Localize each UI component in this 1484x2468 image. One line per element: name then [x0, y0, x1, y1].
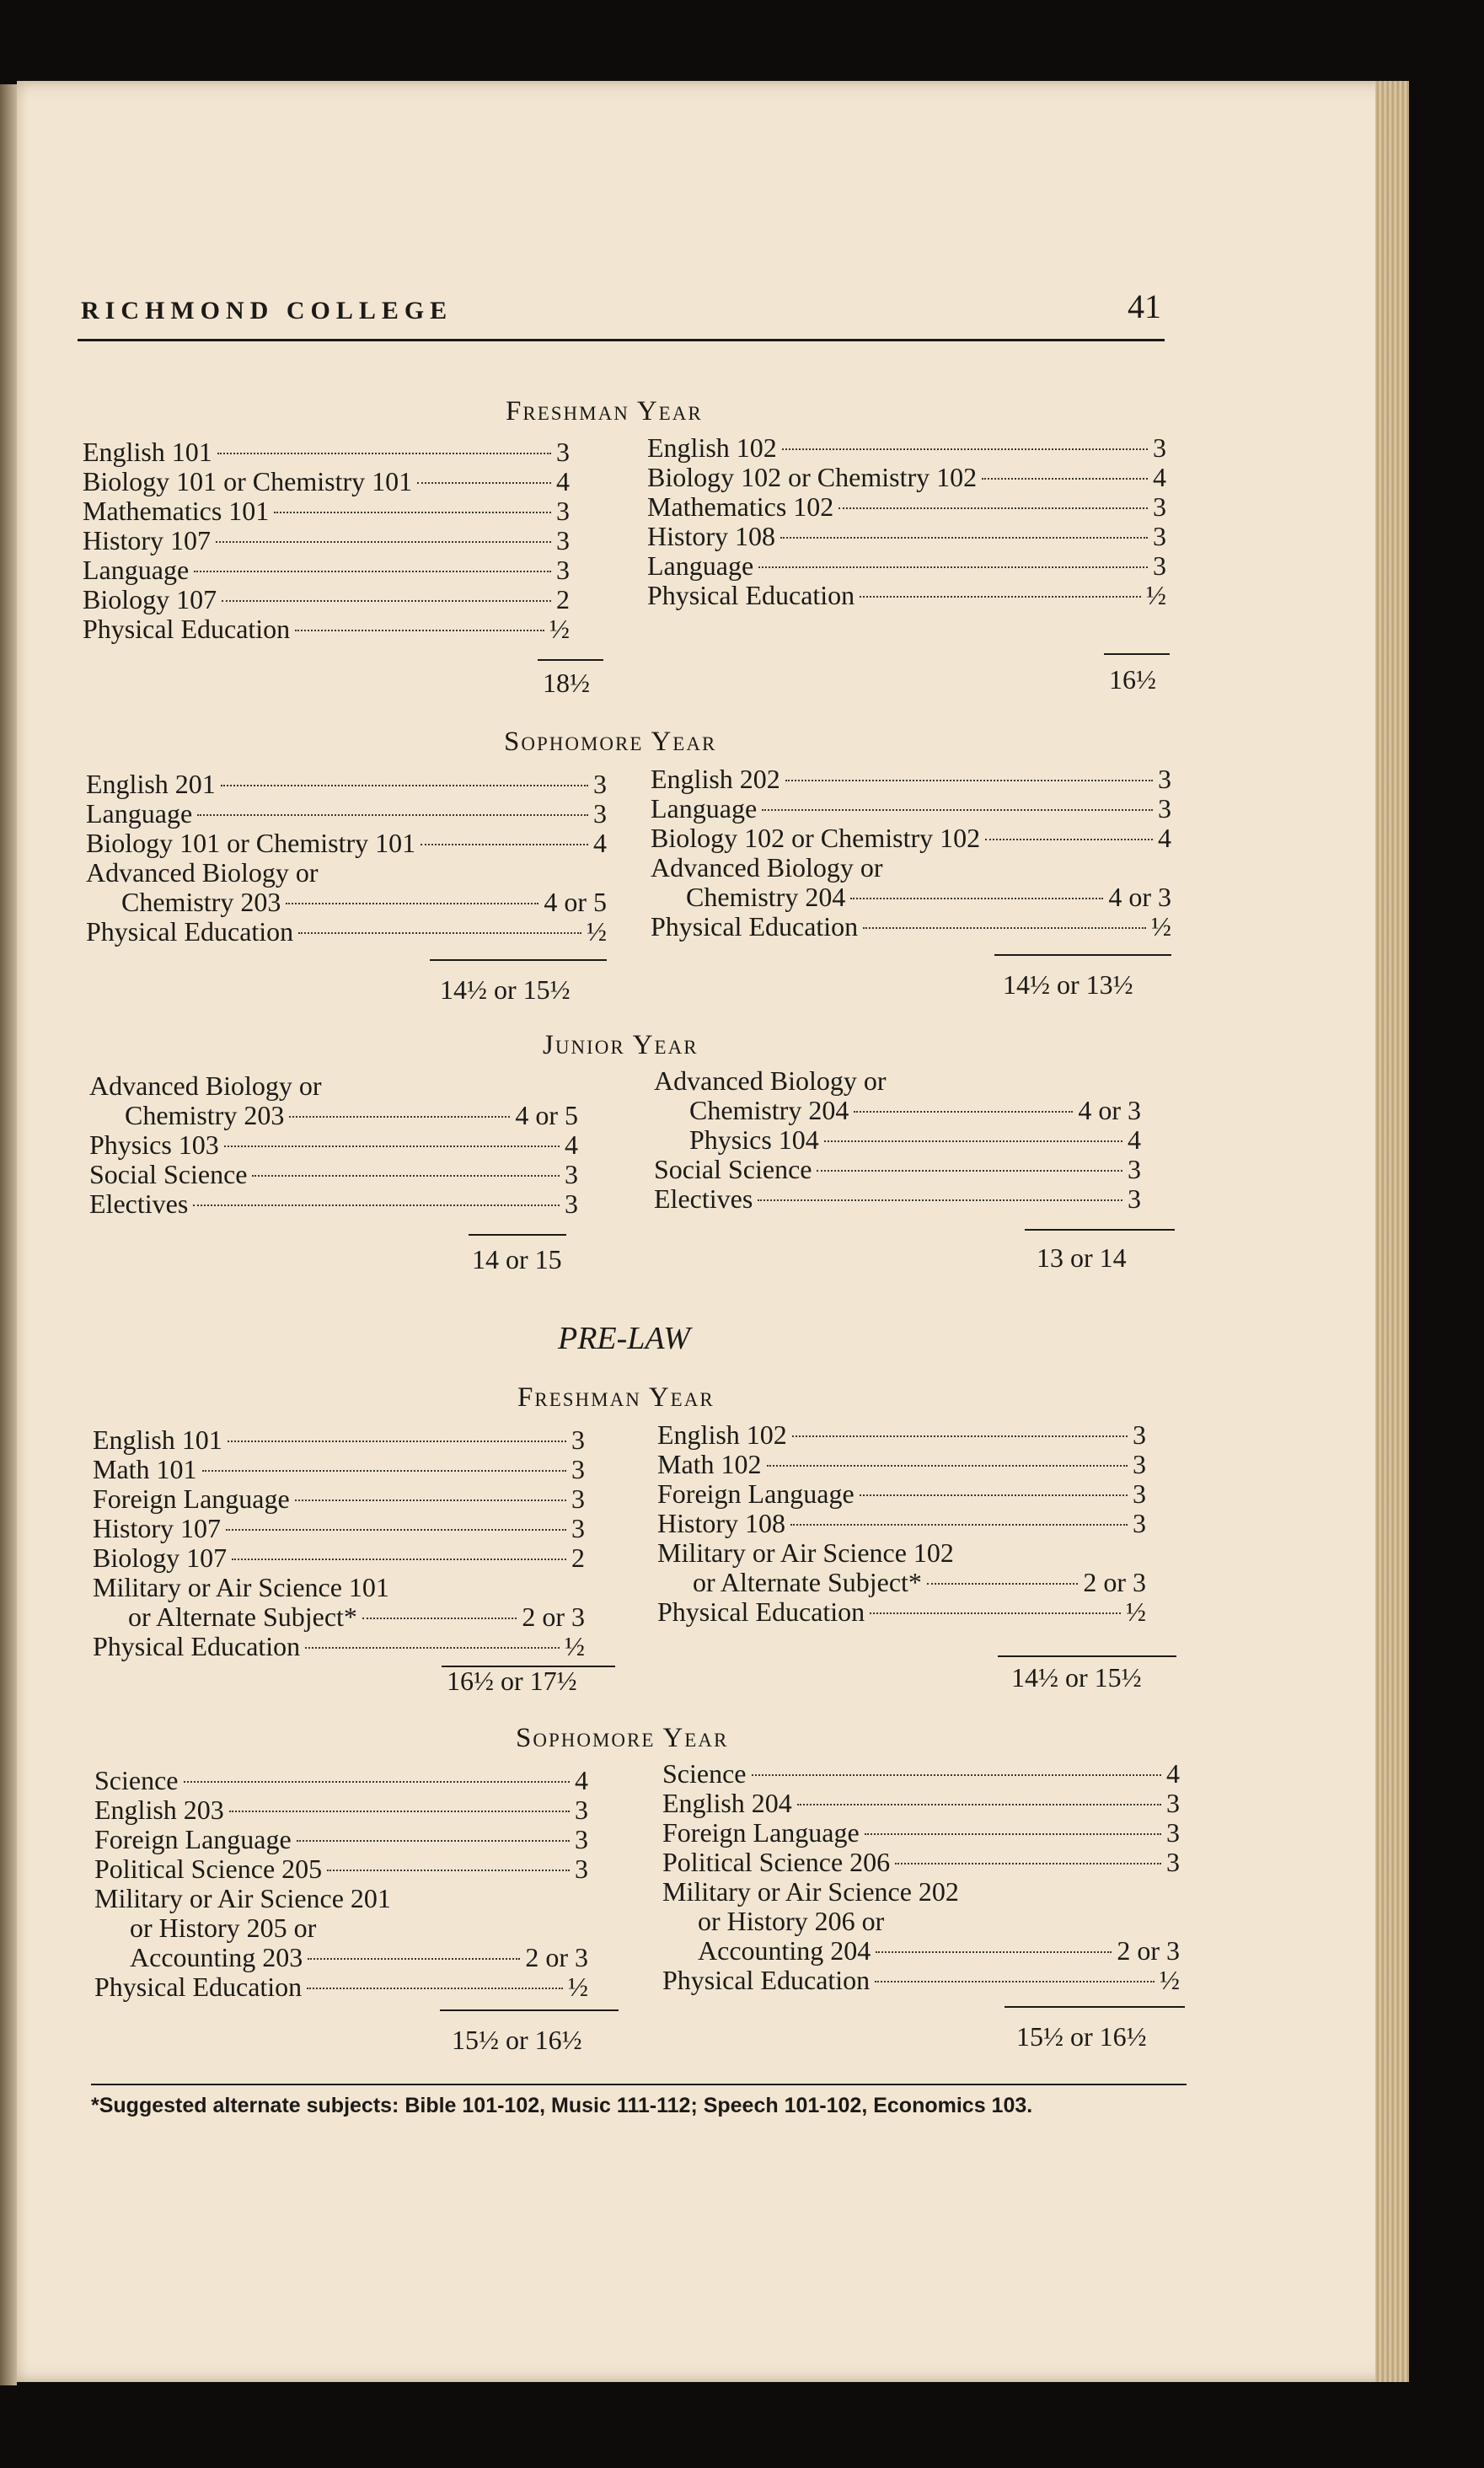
dot-leader — [184, 1781, 571, 1783]
course-name: Political Science 206 — [662, 1847, 891, 1877]
course-credits: 2 or 3 — [525, 1942, 588, 1972]
course-row — [89, 1070, 578, 1100]
course-credits: 3 — [1153, 491, 1166, 522]
course-credits: 3 — [571, 1454, 585, 1484]
course-credits: 3 — [565, 1159, 578, 1189]
dot-leader — [228, 1441, 566, 1442]
course-list-fall — [86, 769, 607, 946]
dot-leader — [985, 839, 1153, 840]
course-name: Physical Education — [662, 1965, 871, 1995]
course-row — [83, 584, 570, 614]
course-credits: 4 or 3 — [1078, 1095, 1141, 1125]
course-row — [651, 793, 1171, 823]
dot-leader — [780, 537, 1148, 539]
course-name: or Alternate Subject* — [693, 1567, 922, 1597]
course-row — [94, 1972, 588, 2001]
course-credits: 4 — [1158, 823, 1171, 853]
course-credits: 3 — [1128, 1154, 1141, 1184]
course-row — [83, 466, 570, 496]
dot-leader — [216, 541, 551, 543]
course-name: Physical Education — [86, 916, 294, 947]
course-row — [651, 764, 1171, 793]
course-name: or Alternate Subject* — [128, 1602, 357, 1632]
course-name: Advanced Biology or — [654, 1065, 887, 1096]
dot-leader — [790, 1524, 1128, 1526]
course-credits: 4 — [565, 1129, 578, 1160]
course-name: Physical Education — [657, 1596, 865, 1627]
course-name: Electives — [654, 1183, 753, 1214]
course-name: English 102 — [657, 1419, 787, 1450]
course-credits: 3 — [1128, 1183, 1141, 1214]
course-credits: 3 — [556, 525, 570, 555]
course-row — [662, 1876, 1180, 1906]
course-row — [86, 798, 607, 828]
dot-leader — [785, 780, 1153, 781]
course-credits: 3 — [1133, 1449, 1146, 1479]
dot-leader — [295, 630, 544, 631]
course-name: Political Science 205 — [94, 1854, 323, 1884]
course-credits: 4 — [1166, 1758, 1180, 1789]
course-row — [86, 857, 607, 887]
course-row — [93, 1454, 585, 1483]
dot-leader — [289, 1116, 510, 1118]
course-row — [83, 496, 570, 525]
course-credits: 2 or 3 — [522, 1602, 585, 1632]
course-name: English 202 — [651, 764, 780, 794]
course-credits: 4 or 5 — [544, 887, 607, 917]
course-credits: 2 or 3 — [1117, 1935, 1180, 1966]
dot-leader — [865, 1833, 1161, 1835]
dot-leader — [854, 1111, 1073, 1113]
dot-leader — [792, 1435, 1128, 1437]
course-row — [647, 580, 1166, 609]
course-name: Language — [86, 798, 193, 829]
course-row — [94, 1942, 588, 1972]
semester-total: 15½ or 16½ — [1016, 2021, 1147, 2052]
course-row — [94, 1824, 588, 1854]
course-credits: 4 — [1128, 1124, 1141, 1155]
dot-leader — [797, 1804, 1161, 1805]
course-row — [89, 1129, 578, 1159]
course-credits: 4 — [593, 828, 607, 858]
course-row — [86, 887, 607, 916]
dot-leader — [232, 1559, 566, 1560]
course-name: Mathematics 101 — [83, 496, 270, 526]
course-name: Biology 107 — [83, 584, 217, 614]
course-row — [662, 1788, 1180, 1817]
course-credits: ½ — [549, 614, 570, 644]
course-credits: 3 — [556, 496, 570, 526]
dot-leader — [875, 1981, 1155, 1982]
course-name: History 108 — [657, 1508, 785, 1538]
dot-leader — [758, 566, 1148, 568]
course-name: Military or Air Science 102 — [657, 1537, 954, 1568]
course-name: English 101 — [83, 437, 212, 467]
course-name: Math 102 — [657, 1449, 762, 1479]
course-row — [657, 1537, 1146, 1567]
course-credits: 3 — [1158, 793, 1171, 824]
course-row — [651, 852, 1171, 882]
book-gutter — [0, 84, 17, 2385]
course-credits: 3 — [556, 437, 570, 467]
course-row — [662, 1935, 1180, 1965]
dot-leader — [762, 809, 1153, 811]
course-credits: 4 — [556, 466, 570, 496]
course-row — [89, 1188, 578, 1218]
course-name: Military or Air Science 201 — [94, 1883, 391, 1913]
total-rule — [440, 2009, 619, 2011]
dot-leader — [767, 1465, 1128, 1467]
course-credits: 3 — [1133, 1419, 1146, 1450]
course-name: English 102 — [647, 432, 777, 463]
course-row — [89, 1100, 578, 1129]
course-row — [647, 550, 1166, 580]
course-row — [654, 1095, 1141, 1124]
semester-total: 14½ or 13½ — [1003, 969, 1133, 1000]
course-row — [662, 1758, 1180, 1788]
course-name: Accounting 203 — [130, 1942, 303, 1972]
dot-leader — [286, 903, 538, 904]
course-row — [657, 1567, 1146, 1596]
dot-leader — [308, 1958, 520, 1960]
course-list-spring — [654, 1065, 1141, 1213]
course-list-spring — [657, 1419, 1146, 1626]
course-row — [651, 911, 1171, 941]
course-name: English 203 — [94, 1795, 224, 1825]
course-credits: 3 — [1166, 1847, 1180, 1877]
dot-leader — [417, 482, 551, 484]
total-rule — [1025, 1229, 1175, 1231]
course-name: Chemistry 204 — [689, 1095, 849, 1125]
course-list-fall — [89, 1070, 578, 1218]
course-name: Advanced Biology or — [651, 852, 883, 883]
course-name: English 101 — [93, 1424, 222, 1455]
course-name: Language — [651, 793, 758, 824]
course-row — [86, 828, 607, 857]
course-name: Chemistry 203 — [125, 1100, 285, 1130]
course-list-spring — [662, 1758, 1180, 1994]
course-credits: ½ — [568, 1972, 588, 2002]
course-row — [83, 525, 570, 555]
course-row — [657, 1508, 1146, 1537]
course-credits: 3 — [571, 1483, 585, 1514]
dot-leader — [860, 596, 1141, 598]
dot-leader — [221, 785, 588, 786]
course-credits: 3 — [593, 769, 607, 799]
course-row — [94, 1765, 588, 1795]
semester-total: 16½ or 17½ — [447, 1666, 577, 1696]
course-credits: 3 — [1158, 764, 1171, 794]
total-rule — [469, 1234, 566, 1236]
course-credits: 3 — [556, 555, 570, 585]
section-heading: Sophomore Year — [504, 727, 717, 757]
course-name: or History 205 or — [130, 1913, 317, 1943]
course-name: Chemistry 203 — [121, 887, 281, 917]
section-heading: Freshman Year — [506, 396, 703, 427]
course-name: Accounting 204 — [698, 1935, 871, 1966]
course-row — [651, 823, 1171, 852]
course-credits: 2 — [571, 1542, 585, 1573]
total-rule — [538, 659, 603, 661]
course-name: Biology 107 — [93, 1542, 228, 1573]
course-credits: 4 — [575, 1765, 588, 1795]
course-row — [93, 1602, 585, 1631]
course-name: History 108 — [647, 521, 775, 551]
course-list-spring — [647, 432, 1166, 609]
course-credits: 4 — [1153, 462, 1166, 492]
semester-total: 18½ — [543, 668, 590, 698]
course-credits: ½ — [1146, 580, 1166, 610]
course-row — [647, 521, 1166, 550]
course-credits: 3 — [1166, 1788, 1180, 1818]
course-row — [647, 491, 1166, 521]
dot-leader — [362, 1618, 517, 1619]
semester-total: 16½ — [1109, 664, 1156, 695]
course-name: or History 206 or — [698, 1906, 885, 1936]
course-name: Physical Education — [651, 911, 859, 942]
dot-leader — [421, 844, 588, 845]
dot-leader — [252, 1175, 560, 1177]
course-row — [654, 1154, 1141, 1183]
course-credits: 3 — [1166, 1817, 1180, 1848]
course-name: Foreign Language — [657, 1478, 855, 1509]
course-row — [651, 882, 1171, 911]
section-heading: Freshman Year — [517, 1382, 715, 1413]
course-row — [662, 1817, 1180, 1847]
course-row — [94, 1883, 588, 1913]
course-name: Physical Education — [94, 1972, 303, 2002]
course-row — [93, 1631, 585, 1661]
course-row — [654, 1065, 1141, 1095]
semester-total: 14½ or 15½ — [1011, 1662, 1142, 1693]
dot-leader — [817, 1170, 1122, 1172]
course-list-fall — [93, 1424, 585, 1661]
course-row — [94, 1795, 588, 1824]
total-rule — [1005, 2006, 1185, 2008]
dot-leader — [226, 1529, 566, 1531]
course-name: Biology 101 or Chemistry 101 — [83, 466, 413, 496]
course-credits: 3 — [571, 1424, 585, 1455]
dot-leader — [927, 1583, 1078, 1585]
course-credits: 4 or 5 — [515, 1100, 578, 1130]
course-name: Foreign Language — [662, 1817, 860, 1848]
course-row — [657, 1478, 1146, 1508]
semester-total: 14 or 15 — [472, 1244, 562, 1274]
course-credits: 3 — [1133, 1478, 1146, 1509]
course-credits: 3 — [575, 1854, 588, 1884]
dot-leader — [229, 1811, 570, 1812]
course-name: Chemistry 204 — [686, 882, 846, 912]
course-credits: 3 — [1153, 550, 1166, 581]
dot-leader — [758, 1199, 1122, 1201]
dot-leader — [895, 1863, 1161, 1864]
dot-leader — [850, 898, 1103, 899]
total-rule — [998, 1655, 1176, 1657]
course-row — [93, 1542, 585, 1572]
dot-leader — [222, 600, 551, 602]
course-name: Military or Air Science 202 — [662, 1876, 959, 1907]
total-rule — [994, 954, 1171, 956]
course-list-fall — [83, 437, 570, 643]
course-name: Physical Education — [83, 614, 291, 644]
course-row — [657, 1449, 1146, 1478]
course-credits: ½ — [587, 916, 607, 947]
course-name: Electives — [89, 1188, 189, 1219]
course-name: History 107 — [93, 1513, 221, 1543]
course-name: English 201 — [86, 769, 216, 799]
course-credits: 3 — [575, 1795, 588, 1825]
dot-leader — [298, 932, 581, 934]
dot-leader — [274, 512, 551, 513]
semester-total: 15½ or 16½ — [452, 2025, 582, 2055]
course-name: Physics 103 — [89, 1129, 219, 1160]
course-row — [654, 1183, 1141, 1213]
course-name: History 107 — [83, 525, 211, 555]
course-row — [89, 1159, 578, 1188]
course-name: Physical Education — [93, 1631, 301, 1661]
section-heading: Junior Year — [543, 1030, 699, 1060]
footnote: *Suggested alternate subjects: Bible 101-102, Music 111-112; Speech 101-102, Economics 103. — [91, 2094, 1033, 2117]
course-row — [647, 432, 1166, 462]
dot-leader — [224, 1145, 560, 1147]
running-head — [78, 287, 1165, 341]
course-name: English 204 — [662, 1788, 792, 1818]
course-row — [94, 1854, 588, 1883]
course-credits: 3 — [593, 798, 607, 829]
section-heading: Sophomore Year — [516, 1723, 729, 1753]
course-name: Physical Education — [647, 580, 855, 610]
course-row — [662, 1847, 1180, 1876]
running-head-title: RICHMOND COLLEGE — [81, 297, 453, 325]
course-row — [657, 1419, 1146, 1449]
dot-leader — [217, 453, 551, 454]
dot-leader — [197, 814, 588, 816]
dot-leader — [982, 478, 1148, 480]
course-row — [654, 1124, 1141, 1154]
course-row — [657, 1596, 1146, 1626]
course-row — [93, 1572, 585, 1602]
dot-leader — [863, 927, 1146, 929]
dot-leader — [307, 1988, 563, 1989]
course-row — [93, 1513, 585, 1542]
course-name: Foreign Language — [94, 1824, 292, 1854]
dot-leader — [838, 507, 1148, 509]
course-name: Biology 102 or Chemistry 102 — [647, 462, 978, 492]
course-row — [662, 1906, 1180, 1935]
course-name: Biology 102 or Chemistry 102 — [651, 823, 981, 853]
course-credits: 3 — [1133, 1508, 1146, 1538]
dot-leader — [782, 448, 1148, 450]
course-name: Advanced Biology or — [86, 857, 319, 888]
course-credits: 4 or 3 — [1108, 882, 1171, 912]
course-credits: ½ — [1126, 1596, 1146, 1627]
dot-leader — [202, 1470, 566, 1472]
dot-leader — [297, 1840, 570, 1842]
course-name: Mathematics 102 — [647, 491, 834, 522]
course-name: Language — [83, 555, 190, 585]
course-credits: ½ — [1160, 1965, 1180, 1995]
course-credits: 2 or 3 — [1083, 1567, 1146, 1597]
course-row — [93, 1483, 585, 1513]
dot-leader — [193, 1204, 560, 1206]
course-name: Advanced Biology or — [89, 1070, 322, 1101]
course-row — [86, 916, 607, 946]
course-row — [83, 437, 570, 466]
program-title: PRE-LAW — [558, 1321, 690, 1356]
footnote-rule — [91, 2084, 1187, 2085]
course-credits: ½ — [565, 1631, 585, 1661]
course-name: Biology 101 or Chemistry 101 — [86, 828, 416, 858]
course-name: Physics 104 — [689, 1124, 819, 1155]
course-row — [94, 1913, 588, 1942]
semester-total: 14½ or 15½ — [440, 974, 571, 1005]
course-row — [662, 1965, 1180, 1994]
dot-leader — [194, 571, 551, 572]
dot-leader — [876, 1951, 1112, 1953]
course-credits: ½ — [1151, 911, 1171, 942]
course-credits: 3 — [1153, 432, 1166, 463]
dot-leader — [327, 1870, 570, 1871]
course-name: Science — [94, 1765, 179, 1795]
course-name: Social Science — [654, 1154, 812, 1184]
dot-leader — [870, 1612, 1121, 1614]
course-name: Math 101 — [93, 1454, 197, 1484]
course-row — [647, 462, 1166, 491]
course-row — [83, 555, 570, 584]
total-rule — [430, 959, 607, 961]
dot-leader — [860, 1494, 1128, 1496]
course-list-fall — [94, 1765, 588, 2001]
dot-leader — [824, 1140, 1122, 1142]
dot-leader — [295, 1500, 566, 1501]
course-name: Foreign Language — [93, 1483, 290, 1514]
total-rule — [1104, 653, 1170, 655]
dot-leader — [305, 1647, 560, 1649]
course-credits: 2 — [556, 584, 570, 614]
course-name: Military or Air Science 101 — [93, 1572, 389, 1602]
course-name: Science — [662, 1758, 747, 1789]
page-number: 41 — [1128, 287, 1161, 325]
semester-total: 13 or 14 — [1037, 1242, 1127, 1273]
course-name: Language — [647, 550, 754, 581]
course-credits: 3 — [565, 1188, 578, 1219]
course-credits: 3 — [571, 1513, 585, 1543]
course-credits: 3 — [1153, 521, 1166, 551]
course-row — [83, 614, 570, 643]
dot-leader — [752, 1774, 1162, 1776]
course-list-spring — [651, 764, 1171, 941]
course-credits: 3 — [575, 1824, 588, 1854]
course-name: Social Science — [89, 1159, 248, 1189]
course-row — [86, 769, 607, 798]
course-row — [93, 1424, 585, 1454]
